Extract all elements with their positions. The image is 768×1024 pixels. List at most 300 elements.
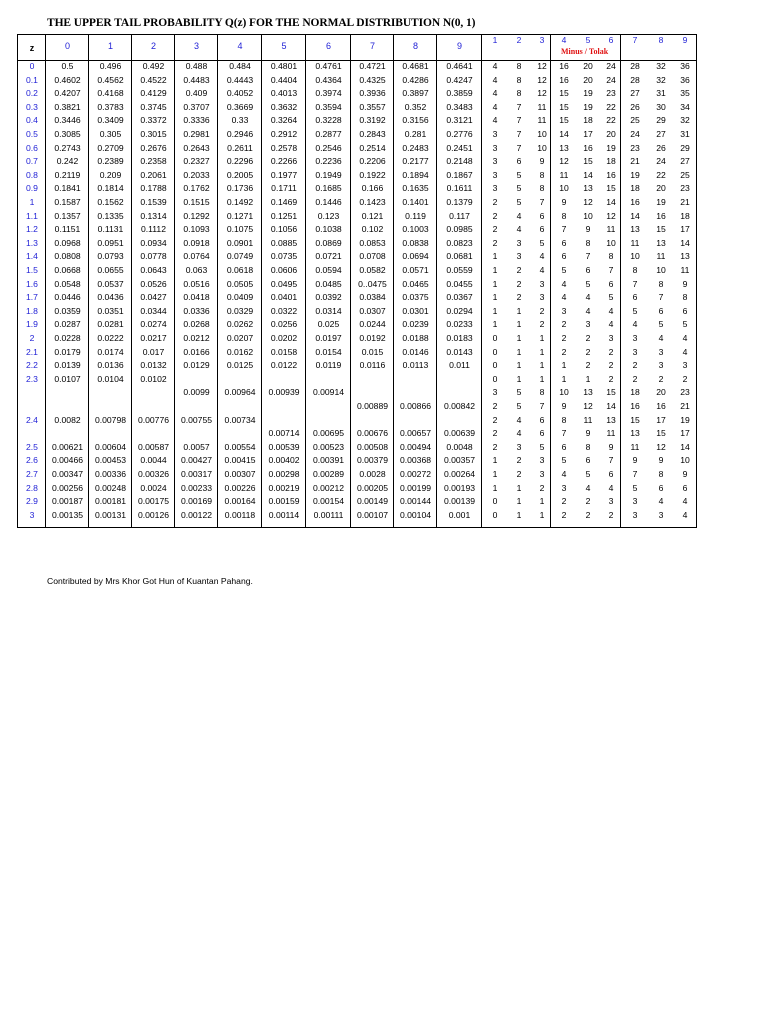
probability-cell: 0.0057 — [183, 441, 210, 452]
minus-cell: 18 — [606, 156, 616, 167]
probability-cell: 0.00199 — [399, 482, 432, 493]
minus-cell: 4 — [539, 265, 545, 275]
minus-cell: 15 — [656, 224, 666, 235]
minus-cell: 27 — [630, 88, 640, 99]
minus-cell: 7 — [516, 101, 522, 112]
minus-cell: 17 — [583, 129, 593, 139]
minus-cell: 15 — [559, 101, 569, 112]
probability-cell: 0.0314 — [315, 305, 342, 316]
z-value: 0.4 — [26, 115, 38, 126]
probability-cell: 0.2676 — [140, 142, 167, 153]
probability-cell: 0.123 — [317, 210, 340, 221]
minus-header-1: 1 — [492, 35, 498, 45]
minus-cell: 4 — [632, 319, 638, 330]
probability-cell: 0.1841 — [54, 183, 81, 194]
minus-cell: 31 — [680, 129, 690, 139]
probability-cell: 0.0418 — [183, 292, 210, 303]
z-value: 1.5 — [26, 265, 38, 275]
probability-cell: 0.1271 — [226, 210, 254, 221]
probability-cell: 0.242 — [56, 156, 79, 167]
probability-cell: 0.1492 — [226, 197, 254, 207]
minus-cell: 6 — [632, 292, 638, 303]
minus-cell: 5 — [585, 469, 591, 479]
minus-cell: 10 — [680, 455, 690, 466]
minus-cell: 15 — [656, 428, 666, 439]
minus-cell: 4 — [492, 74, 498, 85]
minus-cell: 4 — [516, 428, 522, 439]
minus-cell: 0 — [492, 496, 498, 507]
column-header-5: 5 — [281, 41, 287, 51]
minus-cell: 4 — [682, 509, 688, 520]
probability-cell: 0.011 — [449, 360, 470, 371]
minus-cell: 1 — [516, 482, 522, 493]
minus-cell: 29 — [680, 142, 690, 153]
probability-cell: 0.0322 — [270, 305, 298, 316]
probability-cell: 0.3446 — [54, 115, 81, 126]
normal-distribution-table — [17, 34, 697, 528]
minus-cell: 0 — [492, 346, 498, 357]
minus-cell: 16 — [656, 401, 666, 411]
probability-cell: 0.2643 — [183, 142, 210, 153]
minus-cell: 6 — [561, 251, 567, 262]
minus-cell: 4 — [561, 469, 567, 479]
probability-cell: 0.496 — [99, 61, 122, 71]
minus-cell: 4 — [539, 251, 545, 262]
minus-cell: 4 — [561, 292, 567, 303]
probability-cell: 0.0082 — [54, 414, 81, 425]
minus-cell: 10 — [630, 251, 640, 262]
probability-cell: 0.3594 — [315, 101, 342, 112]
probability-cell: 0.1357 — [54, 210, 81, 221]
z-value: 0.7 — [26, 156, 38, 167]
minus-cell: 13 — [680, 251, 690, 262]
probability-cell: 0.00139 — [443, 496, 476, 507]
probability-cell: 0.0485 — [315, 278, 342, 289]
probability-cell: 0.00175 — [137, 496, 170, 507]
probability-cell: 0.00169 — [180, 496, 213, 507]
minus-header-6: 6 — [608, 35, 614, 45]
minus-cell: 1 — [539, 333, 545, 343]
minus-cell: 2 — [516, 469, 522, 479]
minus-cell: 23 — [630, 142, 640, 153]
probability-cell: 0.00587 — [137, 441, 170, 452]
probability-cell: 0.0166 — [183, 346, 210, 357]
probability-cell: 0.0694 — [402, 251, 429, 262]
minus-cell: 19 — [583, 101, 593, 112]
probability-cell: 0.2061 — [140, 169, 167, 180]
minus-cell: 1 — [492, 292, 498, 303]
probability-cell: 0.00554 — [224, 441, 256, 452]
probability-cell: 0.0516 — [183, 278, 210, 289]
minus-cell: 13 — [606, 414, 616, 425]
probability-cell: 0.2709 — [97, 142, 124, 153]
minus-cell: 8 — [516, 88, 522, 99]
minus-cell: 15 — [559, 115, 569, 126]
probability-cell: 0.2946 — [226, 129, 254, 139]
minus-cell: 10 — [583, 210, 593, 221]
probability-cell: 0.00111 — [313, 509, 344, 520]
minus-cell: 1 — [492, 469, 498, 479]
minus-cell: 11 — [583, 414, 593, 425]
minus-cell: 7 — [658, 292, 664, 303]
minus-cell: 10 — [559, 387, 569, 398]
probability-cell: 0.0735 — [270, 251, 298, 262]
minus-cell: 1 — [561, 373, 567, 384]
probability-cell: 0.0102 — [140, 373, 167, 384]
minus-cell: 0 — [492, 360, 498, 371]
probability-cell: 0.2266 — [270, 156, 298, 167]
minus-cell: 16 — [559, 74, 569, 85]
probability-cell: 0.0044 — [140, 455, 167, 466]
probability-cell: 0.4483 — [183, 74, 210, 85]
minus-cell: 12 — [656, 441, 666, 452]
probability-cell: 0.1562 — [97, 197, 124, 207]
probability-cell: 0.00104 — [399, 509, 432, 520]
probability-cell: 0.0359 — [54, 305, 81, 316]
minus-cell: 1 — [516, 496, 522, 507]
probability-cell: 0.0129 — [183, 360, 210, 371]
minus-cell: 8 — [585, 441, 591, 452]
probability-cell: 0.117 — [449, 210, 470, 221]
probability-cell: 0.00939 — [268, 387, 300, 398]
probability-cell: 0.0116 — [359, 360, 386, 371]
minus-cell: 2 — [492, 441, 498, 452]
minus-cell: 2 — [492, 197, 498, 207]
probability-cell: 0.00604 — [94, 441, 127, 452]
minus-cell: 5 — [608, 292, 614, 303]
probability-cell: 0.2843 — [359, 129, 386, 139]
minus-cell: 22 — [606, 101, 616, 112]
minus-cell: 6 — [539, 414, 545, 425]
probability-cell: 0.409 — [185, 88, 208, 99]
minus-cell: 22 — [606, 115, 616, 126]
probability-cell: 0.00964 — [224, 387, 256, 398]
minus-cell: 6 — [658, 305, 664, 316]
minus-cell: 23 — [680, 183, 690, 194]
probability-cell: 0.0446 — [54, 292, 81, 303]
probability-cell: 0.4286 — [402, 74, 429, 85]
minus-tolak-label: Minus / Tolak — [561, 47, 609, 56]
probability-cell: 0.0401 — [270, 292, 298, 303]
minus-cell: 10 — [559, 183, 569, 194]
minus-cell: 14 — [630, 210, 640, 221]
minus-cell: 11 — [680, 265, 690, 275]
probability-cell: 0.2358 — [140, 156, 167, 167]
probability-cell: 0.2483 — [402, 142, 429, 153]
probability-cell: 0.025 — [317, 319, 340, 330]
minus-cell: 9 — [608, 441, 614, 452]
minus-cell: 8 — [658, 469, 664, 479]
minus-cell: 5 — [539, 441, 545, 452]
minus-cell: 23 — [680, 387, 690, 398]
minus-cell: 13 — [630, 428, 640, 439]
minus-cell: 8 — [561, 210, 567, 221]
minus-cell: 6 — [682, 305, 688, 316]
probability-cell: 0.00248 — [94, 482, 127, 493]
minus-cell: 29 — [656, 115, 666, 126]
minus-cell: 2 — [585, 509, 591, 520]
minus-cell: 17 — [656, 414, 666, 425]
minus-cell: 16 — [656, 210, 666, 221]
probability-cell: 0.3669 — [226, 101, 254, 112]
probability-cell: 0.1867 — [446, 169, 473, 180]
probability-cell: 0.00193 — [443, 482, 476, 493]
column-header-1: 1 — [107, 41, 113, 51]
minus-cell: 35 — [680, 88, 690, 99]
probability-cell: 0.1335 — [97, 210, 124, 221]
probability-cell: 0.0681 — [446, 251, 473, 262]
probability-cell: 0.2033 — [183, 169, 210, 180]
probability-cell: 0.3936 — [359, 88, 386, 99]
probability-cell: 0.00107 — [356, 509, 389, 520]
probability-cell: 0.0125 — [226, 360, 254, 371]
probability-cell: 0.1587 — [54, 197, 81, 207]
minus-cell: 18 — [630, 183, 640, 194]
probability-cell: 0.1977 — [270, 169, 298, 180]
probability-cell: 0.063 — [185, 265, 208, 275]
minus-cell: 6 — [539, 428, 545, 439]
probability-cell: 0.492 — [142, 61, 165, 71]
z-header: z — [29, 43, 35, 53]
minus-cell: 4 — [608, 305, 614, 316]
minus-cell: 3 — [492, 129, 498, 139]
probability-cell: 0.1788 — [140, 183, 167, 194]
z-value: 0.8 — [26, 169, 38, 180]
column-header-7: 7 — [369, 41, 375, 51]
probability-cell: 0.3557 — [359, 101, 386, 112]
probability-cell: 0.0202 — [270, 333, 298, 343]
probability-cell: 0.0869 — [315, 237, 342, 248]
minus-cell: 7 — [561, 224, 567, 235]
probability-cell: 0.00114 — [268, 509, 300, 520]
minus-cell: 7 — [539, 401, 545, 411]
minus-cell: 2 — [561, 509, 567, 520]
z-value: 2.1 — [26, 346, 38, 357]
probability-cell: 0.1515 — [183, 197, 210, 207]
minus-cell: 12 — [583, 401, 593, 411]
probability-cell: 0.00122 — [180, 509, 213, 520]
probability-cell: 0.0207 — [226, 333, 254, 343]
probability-cell: 0.2119 — [54, 169, 81, 180]
probability-cell: 0..0475 — [358, 278, 387, 289]
minus-cell: 1 — [539, 360, 545, 371]
probability-cell: 0.00187 — [51, 496, 84, 507]
probability-cell: 0.0329 — [226, 305, 254, 316]
minus-cell: 3 — [608, 496, 614, 507]
minus-cell: 8 — [632, 265, 638, 275]
probability-cell: 0.33 — [231, 115, 249, 126]
probability-cell: 0.0985 — [446, 224, 473, 235]
minus-cell: 9 — [585, 224, 591, 235]
z-value: 0.5 — [26, 129, 38, 139]
probability-cell: 0.0808 — [54, 251, 81, 262]
column-header-6: 6 — [325, 41, 331, 51]
probability-cell: 0.00226 — [224, 482, 256, 493]
probability-cell: 0.3228 — [315, 115, 342, 126]
probability-cell: 0.00508 — [356, 441, 389, 452]
probability-cell: 0.4052 — [226, 88, 254, 99]
minus-header-3: 3 — [539, 35, 545, 45]
minus-cell: 7 — [632, 469, 638, 479]
z-value: 0.6 — [26, 142, 38, 153]
minus-cell: 27 — [656, 129, 666, 139]
probability-cell: 0.00866 — [399, 401, 432, 411]
probability-cell: 0.001 — [448, 509, 471, 520]
z-value: 0 — [29, 61, 35, 71]
minus-cell: 7 — [516, 115, 522, 126]
probability-cell: 0.1469 — [270, 197, 298, 207]
probability-cell: 0.102 — [361, 224, 384, 235]
minus-cell: 5 — [561, 265, 567, 275]
z-value: 0.1 — [26, 74, 38, 85]
minus-cell: 18 — [583, 115, 593, 126]
minus-cell: 5 — [682, 319, 688, 330]
probability-cell: 0.0559 — [446, 265, 473, 275]
minus-cell: 5 — [516, 183, 522, 194]
minus-cell: 12 — [583, 197, 593, 207]
minus-cell: 2 — [492, 210, 498, 221]
probability-cell: 0.0571 — [402, 265, 429, 275]
minus-cell: 17 — [680, 224, 690, 235]
probability-cell: 0.352 — [404, 101, 427, 112]
minus-cell: 1 — [492, 482, 498, 493]
probability-cell: 0.0618 — [226, 265, 254, 275]
probability-cell: 0.0179 — [54, 346, 81, 357]
minus-cell: 11 — [559, 169, 569, 180]
probability-cell: 0.3897 — [402, 88, 429, 99]
minus-cell: 24 — [630, 129, 640, 139]
minus-cell: 7 — [632, 278, 638, 289]
minus-cell: 4 — [516, 224, 522, 235]
probability-cell: 0.4721 — [359, 61, 386, 71]
probability-cell: 0.1003 — [402, 224, 429, 235]
probability-cell: 0.121 — [361, 210, 384, 221]
minus-cell: 4 — [492, 88, 498, 99]
minus-cell: 3 — [539, 469, 545, 479]
probability-cell: 0.2611 — [227, 142, 253, 153]
column-header-3: 3 — [193, 41, 199, 51]
probability-cell: 0.00131 — [94, 509, 127, 520]
z-value: 1.7 — [26, 292, 38, 303]
minus-cell: 2 — [539, 319, 545, 330]
probability-cell: 0.0233 — [446, 319, 473, 330]
minus-cell: 1 — [516, 373, 522, 384]
probability-cell: 0.4207 — [54, 88, 81, 99]
probability-cell: 0.0307 — [359, 305, 386, 316]
minus-cell: 16 — [583, 142, 593, 153]
probability-cell: 0.119 — [405, 210, 426, 221]
minus-cell: 5 — [539, 237, 545, 248]
probability-cell: 0.0853 — [359, 237, 386, 248]
minus-cell: 5 — [632, 305, 638, 316]
minus-cell: 13 — [583, 387, 593, 398]
z-value: 2.2 — [26, 360, 38, 371]
probability-cell: 0.3707 — [183, 101, 210, 112]
probability-cell: 0.00391 — [312, 455, 345, 466]
probability-cell: 0.00159 — [268, 496, 300, 507]
minus-cell: 24 — [606, 61, 616, 71]
minus-cell: 5 — [516, 197, 522, 207]
probability-cell: 0.305 — [99, 129, 122, 139]
minus-cell: 4 — [585, 292, 591, 303]
minus-cell: 20 — [583, 61, 593, 71]
column-divider — [620, 35, 621, 527]
minus-cell: 16 — [559, 61, 569, 71]
probability-cell: 0.00317 — [180, 469, 213, 479]
probability-cell: 0.00466 — [51, 455, 84, 466]
probability-cell: 0.0668 — [54, 265, 81, 275]
probability-cell: 0.0024 — [140, 482, 167, 493]
contributor-note: Contributed by Mrs Khor Got Hun of Kuantan Pahang. — [47, 576, 253, 586]
minus-cell: 8 — [539, 387, 545, 398]
minus-cell: 20 — [606, 129, 616, 139]
minus-cell: 1 — [516, 346, 522, 357]
probability-cell: 0.0228 — [54, 333, 81, 343]
minus-cell: 9 — [658, 455, 664, 466]
minus-cell: 14 — [583, 169, 593, 180]
minus-cell: 2 — [516, 455, 522, 466]
probability-cell: 0.00523 — [312, 441, 345, 452]
probability-cell: 0.00233 — [180, 482, 213, 493]
probability-cell: 0.00357 — [443, 455, 476, 466]
minus-cell: 3 — [658, 360, 664, 371]
probability-cell: 0.00144 — [399, 496, 432, 507]
probability-cell: 0.00256 — [51, 482, 84, 493]
probability-cell: 0.0113 — [402, 360, 429, 371]
minus-cell: 12 — [606, 210, 616, 221]
probability-cell: 0.4602 — [54, 74, 81, 85]
page-title: THE UPPER TAIL PROBABILITY Q(z) FOR THE NORMAL DISTRIBUTION N(0, 1) — [47, 17, 476, 29]
probability-cell: 0.1292 — [183, 210, 210, 221]
minus-cell: 1 — [585, 373, 591, 384]
minus-cell: 3 — [585, 319, 591, 330]
probability-cell: 0.3121 — [446, 115, 473, 126]
minus-cell: 2 — [516, 278, 522, 289]
probability-cell: 0.4522 — [140, 74, 167, 85]
minus-header-4: 4 — [561, 35, 567, 45]
probability-cell: 0.0392 — [315, 292, 342, 303]
minus-cell: 0 — [492, 333, 498, 343]
minus-cell: 6 — [658, 482, 664, 493]
minus-cell: 11 — [537, 115, 547, 126]
probability-cell: 0.0465 — [402, 278, 429, 289]
probability-cell: 0.00402 — [268, 455, 300, 466]
minus-cell: 4 — [682, 346, 688, 357]
minus-cell: 3 — [632, 333, 638, 343]
minus-cell: 8 — [561, 414, 567, 425]
probability-cell: 0.1711 — [271, 183, 297, 194]
probability-cell: 0.3085 — [54, 129, 81, 139]
minus-cell: 34 — [680, 101, 690, 112]
probability-cell: 0.0505 — [226, 278, 254, 289]
minus-cell: 13 — [630, 224, 640, 235]
probability-cell: 0.00298 — [268, 469, 300, 479]
minus-cell: 9 — [561, 197, 567, 207]
probability-cell: 0.4013 — [270, 88, 298, 99]
probability-cell: 0.3783 — [97, 101, 124, 112]
minus-cell: 5 — [561, 455, 567, 466]
minus-cell: 19 — [583, 88, 593, 99]
probability-cell: 0.00494 — [399, 441, 432, 452]
minus-cell: 4 — [561, 278, 567, 289]
minus-cell: 1 — [492, 305, 498, 316]
minus-cell: 1 — [492, 265, 498, 275]
minus-cell: 19 — [630, 169, 640, 180]
minus-cell: 2 — [585, 346, 591, 357]
minus-cell: 9 — [632, 455, 638, 466]
minus-cell: 2 — [492, 428, 498, 439]
minus-cell: 2 — [539, 482, 545, 493]
